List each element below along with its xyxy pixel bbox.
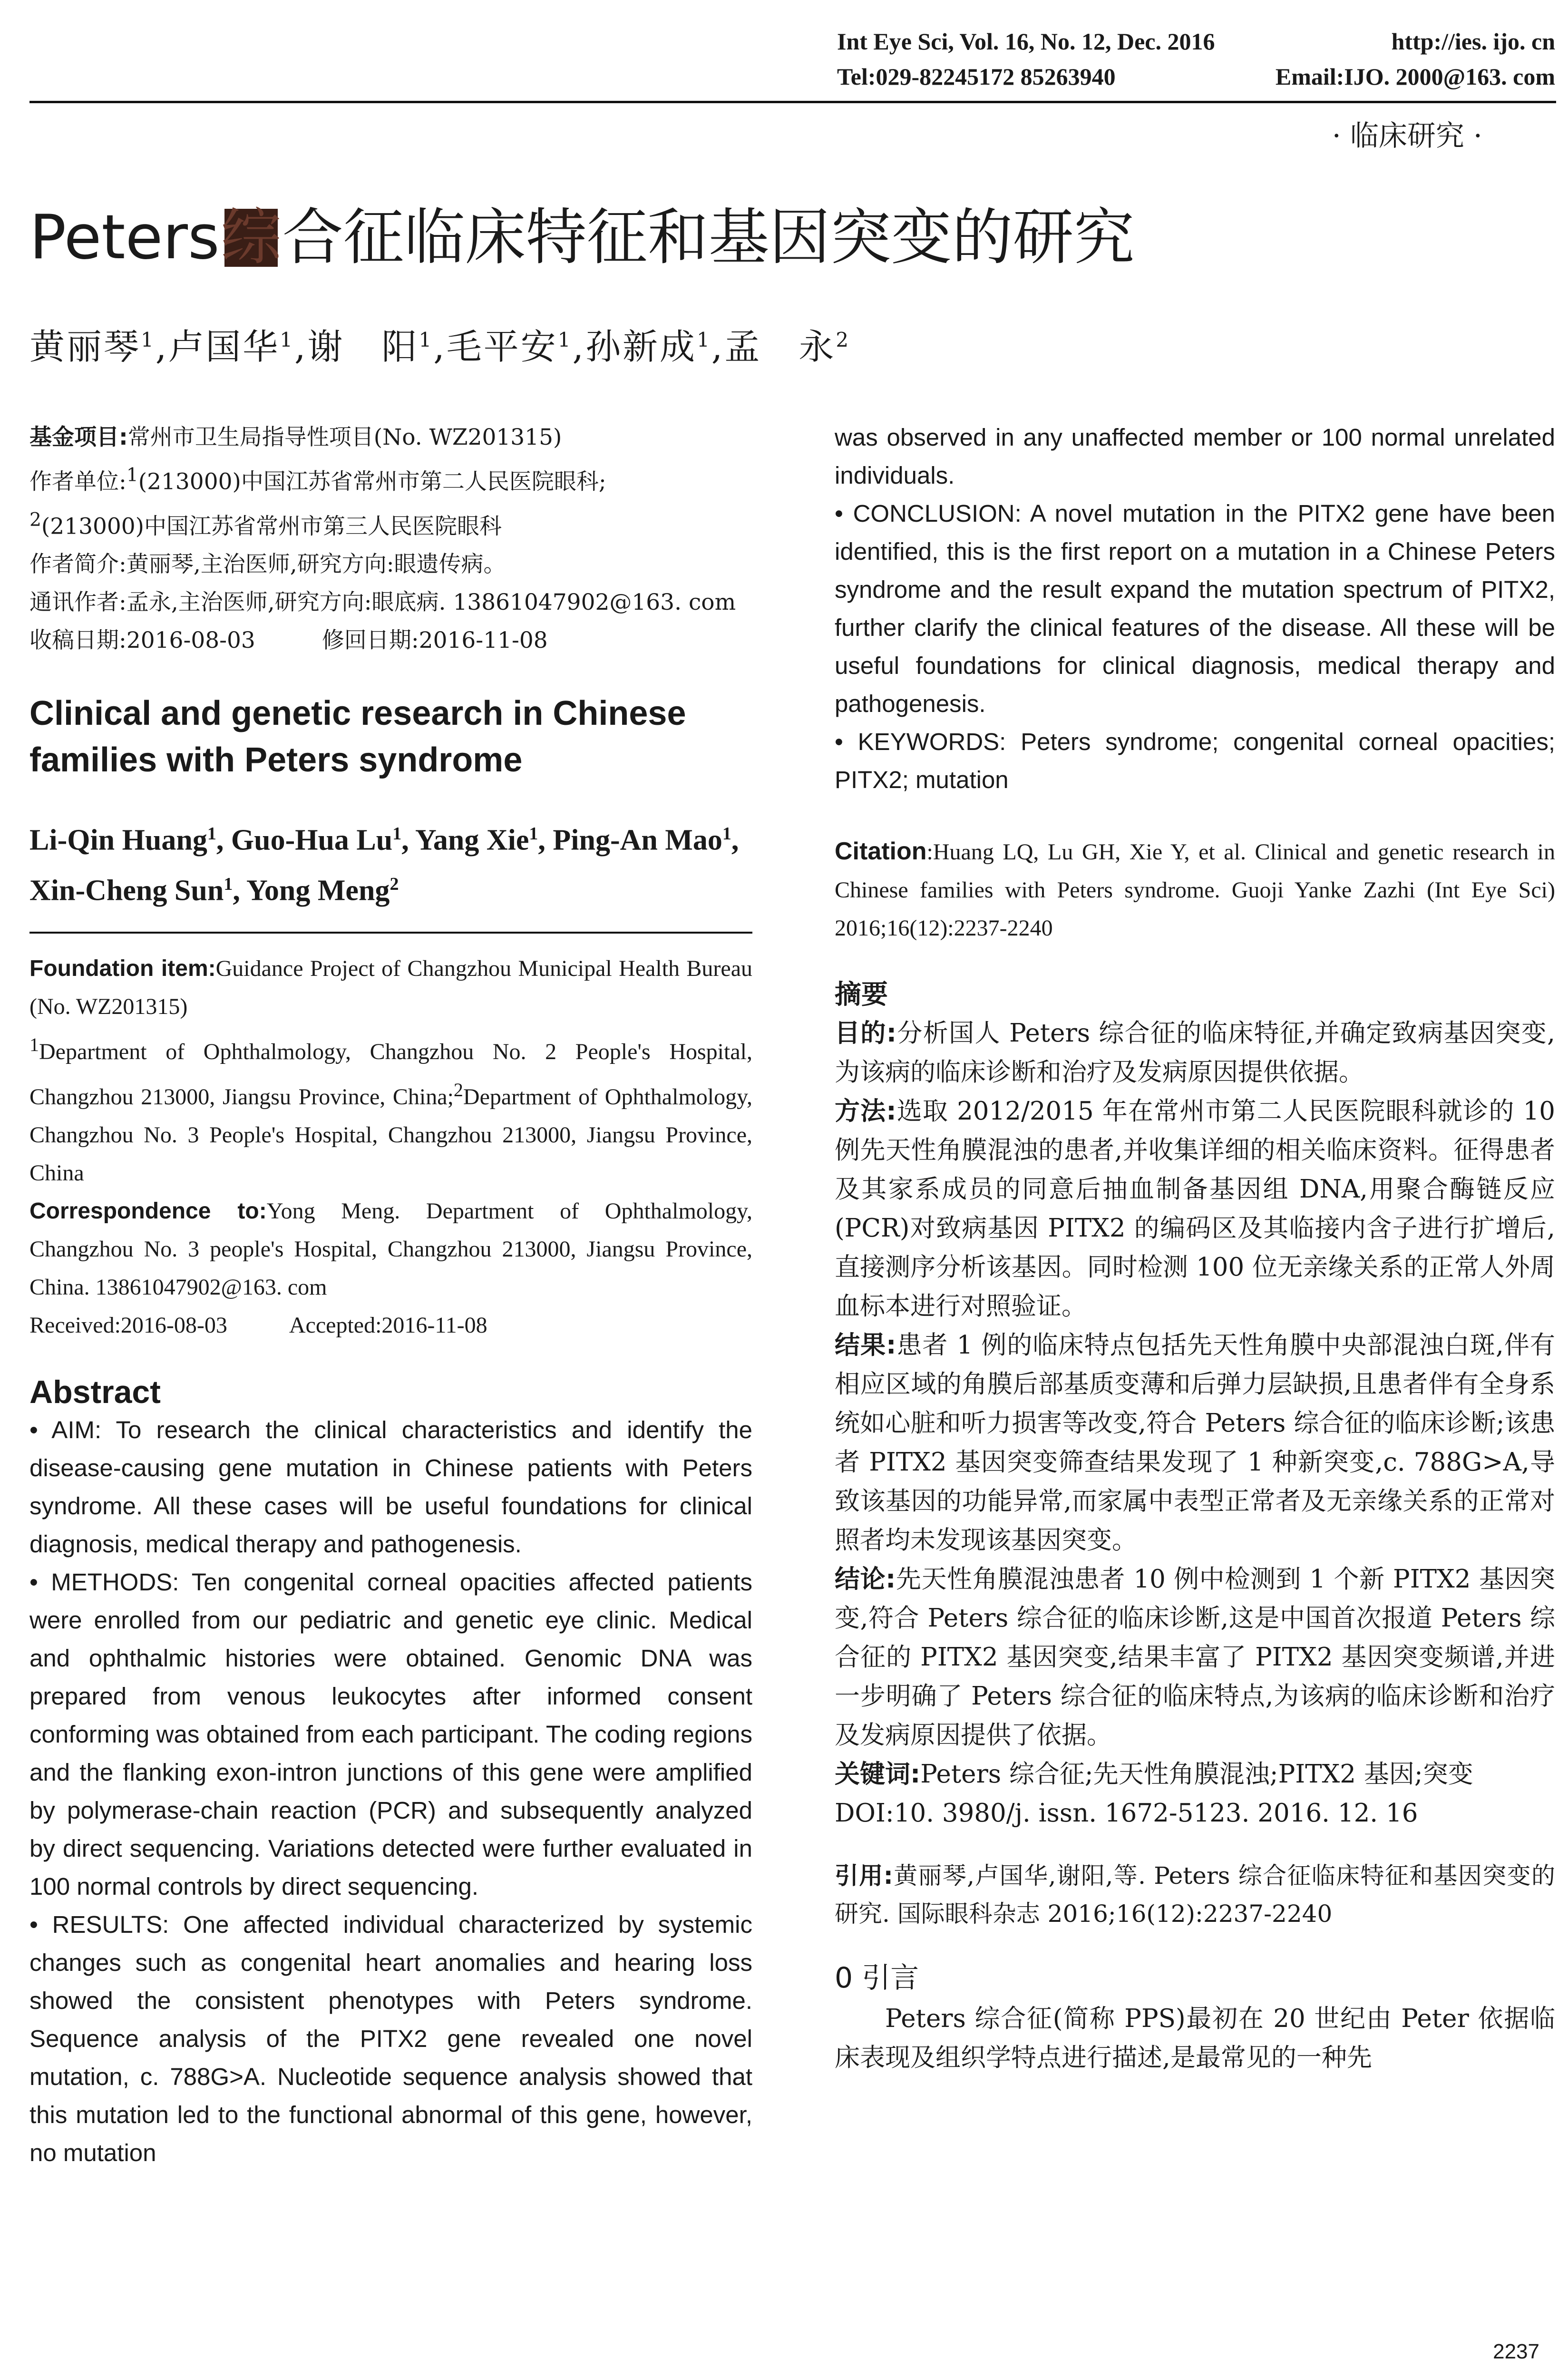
authors-english: Li-Qin Huang$^1$, Guo-Hua Lu$^1$, Yang Xie$^1$, Ping-An Mao$^1$, Xin-Cheng Sun$^1$, Yong Meng$^2$ (29, 824, 739, 907)
abstract-results: • RESULTS: One affected individual characterized by systemic changes such as congenital heart anomalies and hearing loss showed the consistent phenotypes with Peters syndrome. Sequence analysis of the PITX2 gene revealed one novel mutation, c. 788G>A. Nucleotide sequence analysis showed that this mutation led to the functional abnormal of this gene, however, no mutation (29, 1910, 752, 2166)
author-en: Yang Xie (415, 824, 529, 857)
journal-citation: Int Eye Sci, Vol. 16, No. 12, Dec. 2016 (837, 28, 1215, 55)
zh-results-label: 结果: (835, 1331, 896, 1360)
citation-block (835, 832, 1555, 947)
zh-keywords-label: 关键词: (835, 1760, 921, 1789)
journal-url[interactable]: http://ies. ijo. cn (1391, 28, 1555, 55)
abstract-methods: • METHODS: Ten congenital corneal opacities affected patients were enrolled from our pediatric and genetic eye clinic. Medical and ophthalmic histories were obtained. Genomic DNA was prepared from venous leukocytes after informed consent conforming was obtained from each participant. The coding regions and the flanking exon-intron junctions of this gene were amplified by polymerase-chain reaction (PCR) and subsequently analyzed by direct sequencing. Variations detected were further evaluated in 100 normal controls by direct sequencing. (29, 1568, 752, 1900)
zh-conclusion-label: 结论: (835, 1565, 896, 1594)
author-cn: 卢国华 (168, 326, 280, 368)
author-cn: 孟 永 (724, 326, 836, 368)
revised-label-cn: 修回日期: (321, 627, 419, 654)
journal-email[interactable]: Email:IJO. 2000@163. com (1275, 63, 1555, 90)
zh-aim-label: 目的: (835, 1019, 896, 1048)
header-rule (29, 101, 1556, 103)
abstract-conclusion: • CONCLUSION: A novel mutation in the PITX2 gene have been identified, this is the first report on a mutation in a Chinese Peters syndrome and the result expand the mutation spectrum of PITX2, further clarify the clinical features of the disease. All these will be useful foundations for clinical diagnosis, medical therapy and pathogenesis. (835, 500, 1555, 717)
author-en: Yong Meng (246, 874, 390, 907)
zh-methods: 选取 2012/2015 年在常州市第二人民医院眼科就诊的 10 例先天性角膜混浊的患者,并收集详细的相关临床资料。征得患者及其家系成员的同意后抽血制备基因组 DNA,用聚合酶链反应(PCR)对致病基因 PITX2 的编码区及其临接内含子进行扩增后,直接测序分析该基因。同时检测 100 位无亲缘关系的正常人外周血标本进行对照验证。 (835, 1097, 1555, 1321)
zh-aim: 分析国人 Peters 综合征的临床特征,并确定致病基因突变,为该病的临床诊断和治疗及发病原因提供依据。 (835, 1019, 1555, 1087)
correspondence-label: Correspondence to: (29, 1198, 267, 1224)
author-aff: 1 (141, 328, 156, 351)
unit-2: (213000)中国江苏省常州市第三人民医院眼科 (41, 513, 502, 540)
reference-text: 黄丽琴,卢国华,谢阳,等. Peters 综合征临床特征和基因突变的研究. 国际眼科杂志 2016;16(12):2237-2240 (835, 1862, 1555, 1928)
unit-1: (213000)中国江苏省常州市第二人民医院眼科; (138, 468, 606, 495)
divider (29, 932, 752, 934)
author-cn: 孙新成 (585, 326, 697, 368)
right-column (835, 419, 1555, 2077)
chinese-abstract-heading: 摘要 (835, 979, 888, 1010)
author-aff: 1 (280, 328, 294, 351)
affiliation-2: Department of Ophthalmology, Changzhou No. 3 People's Hospital, Changzhou 213000, Jiangsu Province, China (29, 1084, 753, 1186)
received-en: Received:2016-08-03 (29, 1312, 227, 1338)
author-aff: 1 (392, 824, 402, 844)
received-cn: 2016-08-03 (126, 627, 255, 654)
author-aff: 1 (529, 824, 538, 844)
accepted-en: Accepted:2016-11-08 (289, 1312, 487, 1338)
author-aff: 2 (836, 328, 851, 351)
revised-cn: 2016-11-08 (419, 627, 548, 654)
title-prefix: Peters (29, 202, 220, 273)
zh-methods-label: 方法: (835, 1097, 896, 1126)
abstract-body (29, 1411, 752, 2172)
journal-header (837, 24, 1555, 94)
corr-cn: 孟永,主治医师,研究方向:眼底病. 13861047902@163. com (126, 589, 736, 616)
intro-text: Peters 综合征(简称 PPS)最初在 20 世纪由 Peter 依据临床表现及组织学特点进行描述,是最常见的一种先 (835, 2004, 1555, 2072)
abstract-keywords: • KEYWORDS: Peters syndrome; congenital corneal opacities; PITX2; mutation (835, 728, 1555, 793)
abstract-aim: • AIM: To research the clinical characteristics and identify the disease-causing gene mutation in Chinese patients with Peters syndrome. All these cases will be useful foundations for clinical diagnosis, medical therapy and pathogenesis. (29, 1416, 752, 1558)
fund-text: 常州市卫生局指导性项目(No. WZ201315) (127, 424, 562, 450)
corr-label-cn: 通讯作者: (29, 589, 127, 616)
author-aff: 1 (697, 328, 711, 351)
citation-text: :Huang LQ, Lu GH, Xie Y, et al. Clinical and genetic research in Chinese families with Peters syndrome. Guoji Yanke Zazhi (Int Eye Sci) 2016;16(12):2237-2240 (835, 839, 1555, 941)
chinese-abstract (835, 1014, 1555, 1833)
unit-label: 作者单位: (29, 468, 127, 495)
foundation-text: Guidance Project of Changzhou Municipal Health Bureau (No. WZ201315) (29, 955, 752, 1019)
chinese-metadata: 基金项目:常州市卫生局指导性项目(No. WZ201315) 作者单位:$^1$(213000)中国江苏省常州市第二人民医院眼科; $^2$(213000)中国江苏省常州市第三人民医院眼科 作者简介:黄丽琴,主治医师,研究方向:眼遗传病。 通讯作者:孟永,主治医师,研究方向:眼底病. 13861047902@163. com 收稿日期:2016-08-03 修回日期:2016-11-08 (29, 424, 736, 654)
author-cn: 谢 阳 (307, 326, 419, 368)
author-aff: 1 (557, 328, 573, 351)
correspondence-text: Yong Meng. Department of Ophthalmology, Changzhou No. 3 people's Hospital, Changzhou 213000, Jiangsu Province, China. 13861047902@163. com (29, 1198, 752, 1300)
title-rest: 合征临床特征和基因突变的研究 (282, 202, 1135, 273)
english-info: Foundation item:Guidance Project of Changzhou Municipal Health Bureau (No. WZ201315) $^1$Department of Ophthalmology, Changzhou No. 2 People's Hospital, Changzhou 213000, Jiangsu Province, China;$^2$Department of Ophthalmology, Changzhou No. 3 People's Hospital, Changzhou 213000, Jiangsu Province, China Correspondence to:Yong Meng. Department of Ophthalmology, Changzhou No. 3 people's Hospital, Changzhou 213000, Jiangsu Province, China. 13861047902@163. com Received:2016-08-03 Accepted:2016-11-08 (29, 955, 753, 1338)
fund-label: 基金项目: (29, 424, 128, 450)
intro-heading: 0 引言 (835, 1961, 919, 1995)
received-label-cn: 收稿日期: (29, 627, 127, 654)
affiliation-1: Department of Ophthalmology, Changzhou No. 2 People's Hospital, Changzhou 213000, Jiangsu Province, China; (29, 1039, 752, 1110)
author-intro-label: 作者简介: (29, 551, 127, 578)
title-highlighted-char: 综 (220, 202, 282, 273)
journal-tel: Tel:029-82245172 85263940 (837, 63, 1116, 90)
zh-keywords: Peters 综合征;先天性角膜混浊;PITX2 基因;突变 (920, 1760, 1473, 1789)
author-aff: 1 (419, 328, 434, 351)
author-intro: 黄丽琴,主治医师,研究方向:眼遗传病。 (126, 551, 506, 578)
author-en: Guo-Hua Lu (231, 824, 393, 857)
abstract-continued (835, 419, 1555, 799)
article-title (29, 200, 1135, 276)
reference-block (835, 1857, 1555, 1933)
section-tag: · 临床研究 · (1332, 119, 1482, 153)
author-en: Ping-An Mao (553, 824, 722, 857)
author-cn: 黄丽琴 (29, 326, 141, 368)
authors-chinese: 黄丽琴$^1$,卢国华$^1$,谢 阳$^1$,毛平安$^1$,孙新成$^1$,孟 永$^2$ (29, 326, 851, 368)
author-en: Li-Qin Huang (29, 824, 207, 857)
page-number: 2237 (1493, 2340, 1539, 2363)
citation-label: Citation (835, 838, 927, 865)
abstract-results-cont: was observed in any unaffected member or 100 normal unrelated individuals. (835, 424, 1555, 489)
zh-conclusion: 先天性角膜混浊患者 10 例中检测到 1 个新 PITX2 基因突变,符合 Peters 综合征的临床诊断,这是中国首次报道 Peters 综合征的 PITX2 基因突变,结果丰富了 PITX2 基因突变频谱,并进一步明确了 Peters 综合征的临床特点,为该病的临床诊断和治疗及发病原因提供了依据。 (835, 1565, 1555, 1750)
reference-label: 引用: (835, 1862, 893, 1890)
author-aff: 1 (722, 824, 731, 844)
author-aff: 1 (224, 874, 233, 894)
abstract-heading: Abstract (29, 1374, 161, 1410)
left-column (29, 419, 752, 2172)
zh-results: 患者 1 例的临床特点包括先天性角膜中央部混浊白斑,伴有相应区域的角膜后部基质变薄和后弹力层缺损,且患者伴有全身系统如心脏和听力损害等改变,符合 Peters 综合征的临床诊断;该患者 PITX2 基因突变筛查结果发现了 1 种新突变,c. 788G>A,导致该基因的功能异常,而家属中表型正常者及无亲缘关系的正常对照者均未发现该基因突变。 (835, 1331, 1555, 1555)
author-cn: 毛平安 (446, 326, 558, 368)
english-title: Clinical and genetic research in Chinese families with Peters syndrome (29, 694, 686, 779)
doi[interactable]: DOI:10. 3980/j. issn. 1672-5123. 2016. 12. 16 (835, 1799, 1418, 1828)
author-aff: 2 (390, 874, 399, 894)
author-en: Xin-Cheng Sun (29, 874, 224, 907)
author-aff: 1 (207, 824, 216, 844)
foundation-label: Foundation item: (29, 955, 216, 981)
